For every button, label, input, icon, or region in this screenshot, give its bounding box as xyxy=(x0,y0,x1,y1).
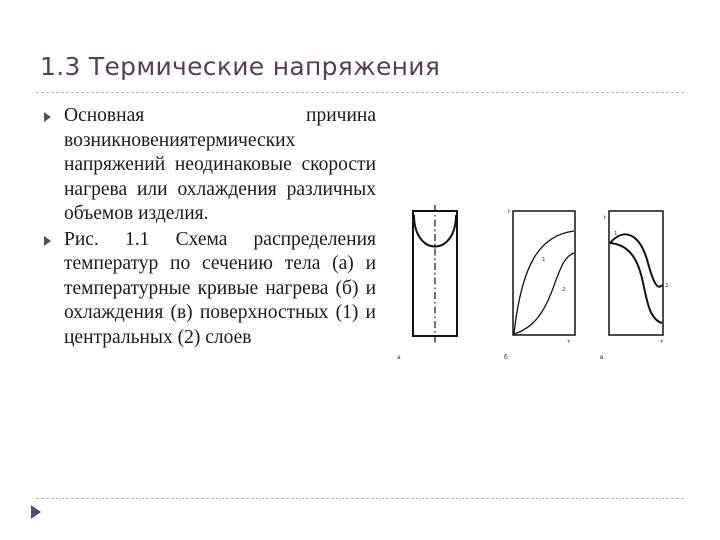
heating-y-label: t xyxy=(508,209,511,215)
title-divider xyxy=(36,92,684,93)
footer-arrow-icon xyxy=(31,505,41,519)
bullet-item xyxy=(40,228,376,351)
label-a: а xyxy=(397,354,401,361)
bullet-arrow-icon xyxy=(44,112,51,122)
heating-label-2: 2 xyxy=(562,287,566,293)
cooling-x-label: τ xyxy=(660,339,664,345)
heating-curve-center xyxy=(514,253,574,334)
bullet-text: Рис. 1.1 Схема распределения температур по сечению тела (а) и температурные кривые нагрева (б) и охлаждения (в) поверхностных (1) и центральных (2) слоев xyxy=(64,228,376,348)
label-b: б xyxy=(504,354,508,361)
cooling-label-2: 2 xyxy=(665,283,669,289)
bullet-item xyxy=(40,104,376,227)
label-v: в xyxy=(600,354,604,361)
heating-curve-surface xyxy=(514,231,574,334)
cooling-label-1: 1 xyxy=(614,231,618,237)
panel-v xyxy=(600,211,669,361)
bullet-list xyxy=(40,104,376,351)
panel-a xyxy=(397,205,457,361)
heating-frame xyxy=(513,211,575,335)
cooling-frame xyxy=(609,211,663,335)
cooling-y-label: t xyxy=(604,215,607,221)
heating-label-1: 1 xyxy=(542,257,546,263)
bullet-text: Основная причина возникновениятермических напряжений неодинаковые скорости нагрева или охлаждения различных объемов изделия. xyxy=(64,105,376,224)
heating-x-label: τ xyxy=(567,339,571,345)
temperature-figure xyxy=(392,205,678,365)
bullet-arrow-icon xyxy=(44,236,51,246)
panel-b xyxy=(504,209,575,361)
slide-title: 1.3 Термические напряжения xyxy=(40,52,441,81)
footer-divider xyxy=(36,498,684,499)
